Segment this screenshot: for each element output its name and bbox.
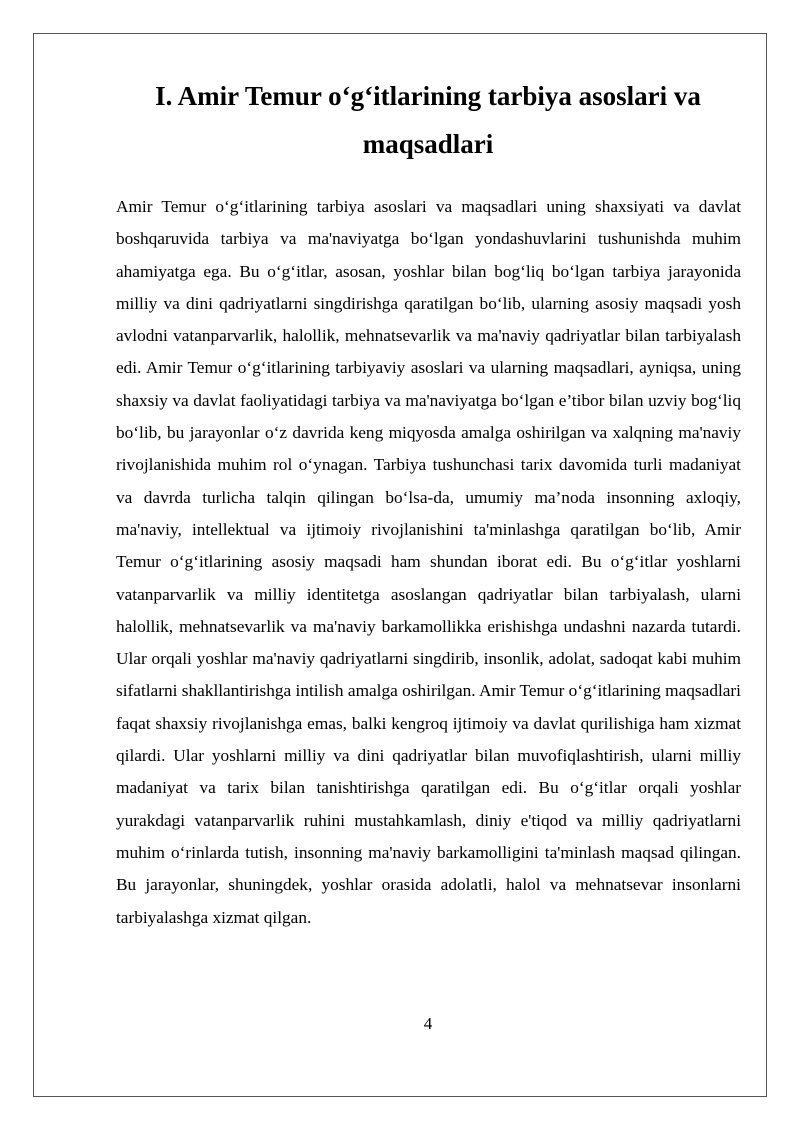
body-paragraph: Amir Temur o‘g‘itlarining tarbiya asoslari va maqsadlari uning shaxsiyati va davlat boshqaruvida tarbiya va ma'naviyatga bo‘lgan yondashuvlarini tushunishda muhim ahamiyatga ega. Bu o‘g‘itlar, asosan, yoshlar bilan bog‘liq bo‘lgan tarbiya jarayonida milliy va dini qadriyatlarni singdirishga qaratilgan bo‘lib, ularning asosiy maqsadi yosh avlodni vatanparvarlik, halollik, mehnatsevarlik va ma'naviy qadriyatlar bilan tarbiyalash edi. Amir Temur o‘g‘itlarining tarbiyaviy asoslari va ularning maqsadlari, ayniqsa, uning shaxsiy va davlat faoliyatidagi tarbiya va ma'naviyatga bo‘lgan e’tibor bilan uzviy bog‘liq bo‘lib, bu jarayonlar o‘z davrida keng miqyosda amalga oshirilgan va xalqning ma'naviy rivojlanishida muhim rol o‘ynagan. Tarbiya tushunchasi tarix davomida turli madaniyat va davrda turlicha talqin qilingan bo‘lsa-da, umumiy ma’noda insonning axloqiy, ma'naviy, intellektual va ijtimoiy rivojlanishini ta'minlashga qaratilgan bo‘lib, Amir Temur o‘g‘itlarining asosiy maqsadi ham shundan iborat edi. Bu o‘g‘itlar yoshlarni vatanparvarlik va milliy identitetga asoslangan qadriyatlar bilan tarbiyalash, ularni halollik, mehnatsevarlik va ma'naviy barkamollikka erishishga undashni nazarda tutardi. Ular orqali yoshlar ma'naviy qadriyatlarni singdirib, insonlik, adolat, sadoqat kabi muhim sifatlarni shakllantirishga intilish amalga oshirilgan. Amir Temur o‘g‘itlarining maqsadlari faqat shaxsiy rivojlanishga emas, balki kengroq ijtimoiy va davlat qurilishiga ham xizmat qilardi. Ular yoshlarni milliy va dini qadriyatlar bilan muvofiqlashtirish, ularni milliy madaniyat va tarix bilan tanishtirishga qaratilgan edi. Bu o‘g‘itlar orqali yoshlar yurakdagi vatanparvarlik ruhini mustahkamlash, diniy e'tiqod va milliy qadriyatlarni muhim o‘rinlarda tutish, insonning ma'naviy barkamolligini ta'minlash maqsad qilingan. Bu jarayonlar, shuningdek, yoshlar orasida adolatli, halol va mehnatsevar insonlarni tarbiyalashga xizmat qilgan. (116, 197, 741, 927)
page-title: I. Amir Temur o‘g‘itlarining tarbiya asoslari va maqsadlari (155, 81, 701, 159)
page-number: 4 (423, 1014, 433, 1033)
